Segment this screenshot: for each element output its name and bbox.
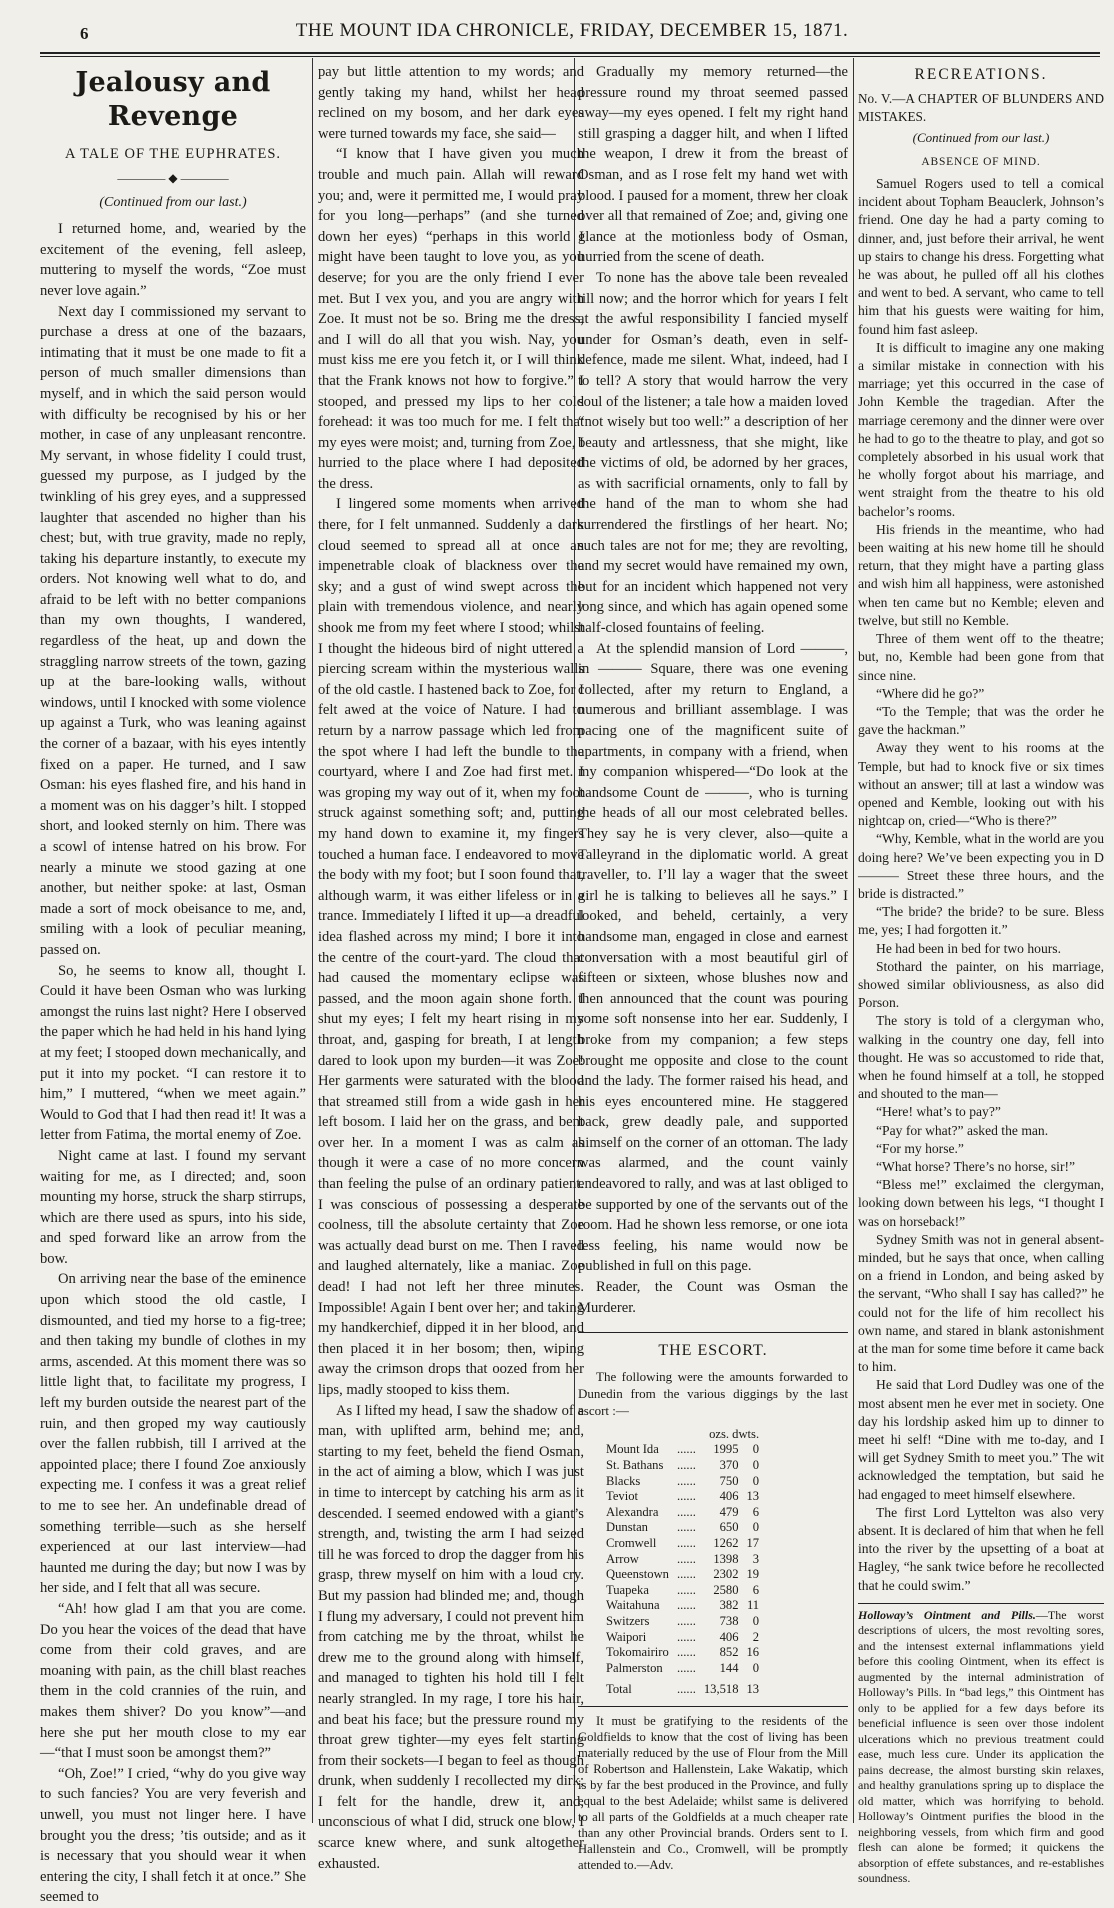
pennyweights: 3 xyxy=(752,1551,760,1566)
leader-dots: ...... xyxy=(676,1442,696,1457)
paragraph: Away they went to his rooms at the Temple, but had to knock five or six times without an answer; till at last a window was opened and Kemble, looking out with his nightcap on, cried—“Who is there?” xyxy=(858,740,1104,829)
table-row xyxy=(602,1598,763,1614)
leader-dots: ...... xyxy=(676,1489,696,1504)
paragraph: The first Lord Lyttelton was also very absent. It is declared of him that when he fell into the river by the upsetting of a boat at Hagley, “he sank twice before he recollected that he could swim.” xyxy=(858,1504,1104,1593)
paragraph: Stothard the painter, on his marriage, showed similar obliviousness, as also did Porson. xyxy=(858,958,1104,1011)
pennyweights: 0 xyxy=(752,1660,760,1675)
pennyweights: 17 xyxy=(746,1535,760,1550)
ounces: 382 xyxy=(719,1598,739,1613)
leader-dots: ...... xyxy=(676,1504,696,1519)
pennyweights: 0 xyxy=(752,1613,760,1628)
paragraph: “Where did he go?” xyxy=(876,685,985,701)
table-row xyxy=(602,1645,763,1661)
table-row xyxy=(602,1474,763,1490)
paragraph: pay but little attention to my words; and gently taking my hand, whilst her head reclined on my bosom, and her dark eyes were turned towards my face, she said— xyxy=(318,64,584,142)
leader-dots: ...... xyxy=(676,1613,696,1628)
escort-title: THE ESCORT. xyxy=(658,1342,768,1360)
column-1 xyxy=(40,62,306,1906)
table-row xyxy=(602,1458,763,1474)
ounces: 852 xyxy=(719,1645,739,1660)
leader-dots: ...... xyxy=(676,1535,696,1550)
place-name: Palmerston xyxy=(606,1660,663,1675)
paragraph: Gradually my memory returned—the pressure round my throat seemed passed away—my eyes opened. I felt my right hand still grasping a dagger hilt, and when I lifted the weapon, I drew it from the breast of Osman, and as I rose felt my hand wet with blood. I paused for a moment, threw her cloak over all that remained of Zoe; and, giving one glance at the motionless body of Osman, hurried from the scene of death. xyxy=(578,64,848,266)
paragraph: “Oh, Zoe!” I cried, “why do you give way to such fancies? You are very feverish and unwell, you must not linger here. I have brought you the dress; ’tis outside; and as it is necessary that you should wear it when entering the city, I shall fetch it at once.” She seemed to xyxy=(40,1765,306,1906)
masthead-title: THE MOUNT IDA CHRONICLE, FRIDAY, DECEMBER 15, 1871. xyxy=(295,20,849,41)
section-heading: ABSENCE OF MIND. xyxy=(921,155,1041,168)
place-name: Tuapeka xyxy=(606,1582,649,1597)
paragraph: “Here! what’s to pay?” xyxy=(876,1104,1001,1120)
ounces: 650 xyxy=(719,1520,739,1535)
ounces: 1262 xyxy=(713,1535,739,1550)
place-name: Tokomairiro xyxy=(606,1645,669,1660)
column-divider xyxy=(312,58,313,1823)
paragraph: At the splendid mansion of Lord ———, in ——— Square, there was one evening collected, after my return to England, a numerous and brilliant assemblage. I was pacing one of the magnificent suite of apartments, in company with a friend, when my companion whispered—“Do look at the handsome Count de ———, who is turning the heads of all our most celebrated belles. They say he is very clever, also—quite a Talleyrand in the diplomatic world. A great traveller, to. I’ll lay a wager that the sweet girl he is talking to believes all he says.” I looked, and beheld, certainly, a very handsome man, engaged in close and earnest conversation with a most beautiful girl of fifteen or sixteen, whose blushes now and then announced that the count was pouring some soft nonsense into her ear. Suddenly, I broke from my companion; a few steps brought me opposite and close to the count and the lady. The former raised his head, and his eyes encountered mine. He staggered back, grew deadly pale, and supported himself on the corner of an ottoman. The lady was alarmed, and the count vainly endeavored to rally, and was at last obliged to be supported by one of the servants out of the room. Had he shown less remorse, or one iota less feeling, his name would now be published in full on this page. xyxy=(578,640,848,1275)
paragraph: Sydney Smith was not in general absent-minded, but he says that once, when calling on a friend in London, and being asked by the servant, “Who shall I say has called?” he could not for the life of him recollect his own name, and stared in blank astonishment at the man for some time before it came back to him. xyxy=(858,1231,1104,1375)
paragraph: “What horse? There’s no horse, sir!” xyxy=(876,1158,1076,1174)
paragraph: To none has the above tale been revealed till now; and the horror which for years I felt at the awful responsibility I fancied myself under for Osman’s death, even in self-defence, made me silent. What, indeed, had I to tell? A story that would harrow the very soul of the listener; a tale how a maiden loved “not wisely but too well:” a description of her beauty and artlessness, that she might, like the victims of old, be adorned by her graces, as with sacrificial ornaments, only to fall by the hand of the man to whom she had surrendered the firstlings of her heart. No; such tales are not for me; they are revolting, and my secret would have remained my own, but for an incident which happened not very long since, and which has again opened some half-closed fountains of feeling. xyxy=(578,269,848,637)
escort-table xyxy=(602,1427,763,1698)
paragraph: “To the Temple; that was the order he gave the hackman.” xyxy=(858,703,1104,738)
ounces: 144 xyxy=(719,1660,739,1675)
pennyweights: 19 xyxy=(746,1567,760,1582)
leader-dots: ...... xyxy=(676,1598,696,1613)
paragraph: Three of them went off to the theatre; but, no, Kemble had been gone from that since nine. xyxy=(858,631,1104,683)
paragraph: The story is told of a clergyman who, walking in the country one day, fell into thought. He was so accustomed to ride that, when he found himself at a toll, he stopped and shouted to the man— xyxy=(858,1013,1104,1102)
pennyweights: 2 xyxy=(752,1629,760,1644)
masthead xyxy=(40,14,1104,54)
place-name: Queenstown xyxy=(606,1567,669,1582)
table-row xyxy=(602,1614,763,1630)
continued-note: (Continued from our last.) xyxy=(99,194,247,210)
page-number: 6 xyxy=(80,24,89,43)
leader-dots: ...... xyxy=(676,1551,696,1566)
paragraph: Next day I commissioned my servant to purchase a dress at one of the bazaars, intimating that it must be one made to fit a person of much smaller dimensions than myself, and in which the said person would with difficulty be recognised by his or her mother, in case of any unpleasant rencontre. My servant, in whose fidelity I could trust, guessed my purpose, as I judged by the twinkling of his grey eyes, and a suppressed laughter that ascended no higher than his chest; but, with true gravity, made no reply, taking his departure instantly, to execute my orders. Not knowing well what to do, and afraid to be left with no better companions than my own thoughts, I wandered, regardless of the heat, up and down the straggling narrow streets of the town, gazing up at the bare-looking walls, without windows, until I knocked with some violence up against a Turk, who was leaning against the corner of a bazaar, with his eyes intently fixed on a paper. He turned, and I saw Osman: his eyes flashed fire, and his hand in a moment was on his dagger’s hilt. I stopped short, and looked sternly on him. There was a scowl of intense hatred on his brow. For nearly a minute we stood gazing at one another, but neither spoke: at last, Osman made a sort of mock obeisance to me, and, smiling with a look of peculiar meaning, passed on. xyxy=(40,303,306,958)
paragraph: I returned home, and, wearied by the excitement of the evening, fell asleep, muttering to myself the words, “Zoe must never love again.” xyxy=(40,221,306,299)
table-row xyxy=(602,1489,763,1505)
place-name: Alexandra xyxy=(606,1504,659,1519)
paragraph: He had been in bed for two hours. xyxy=(876,940,1061,956)
table-row xyxy=(602,1583,763,1599)
ounces: 406 xyxy=(719,1629,739,1644)
holloway-advert xyxy=(858,1608,1104,1887)
place-name: Arrow xyxy=(606,1551,639,1566)
paragraph: It is difficult to imagine any one making a similar mistake in connection with his marriage; yet this occurred in the case of John Kemble the tragedian. After the marriage ceremony and the dinner were over he had to go to the theatre to play, and got so completely absorbed in his usual work that he wholly forgot about his marriage, and went straight from the theatre to his old bachelor’s rooms. xyxy=(858,339,1104,519)
paragraph: “Ah! how glad I am that you are come. Do you hear the voices of the dead that have come from their cold graves, and are moaning with pain, as the chill blast reaches them in the cold crannies of the ruin, and makes them shiver? Do you know”—and here she put her mouth close to my ear—“that I must soon be amongst them?” xyxy=(40,1600,306,1762)
place-name: Mount Ida xyxy=(606,1442,659,1457)
place-name: St. Bathans xyxy=(606,1458,664,1472)
place-name: Cromwell xyxy=(606,1535,657,1550)
paragraph: He said that Lord Dudley was one of the most absent men he ever met in society. One day his lordship asked him up to dinner to meet hi self! “Dine with me to-day, and I will get Sydney Smith to meet you.” The wit acknowledged the temptation, but said he had engaged to meet himself elsewhere. xyxy=(858,1377,1104,1502)
table-header xyxy=(602,1427,763,1443)
place-name: Teviot xyxy=(606,1489,638,1504)
place-name: Dunstan xyxy=(606,1520,648,1535)
paragraph: “Bless me!” exclaimed the clergyman, looking down between his legs, “I thought I was on horseback!” xyxy=(858,1177,1104,1229)
leader-dots: ...... xyxy=(676,1520,696,1535)
pennyweights: 11 xyxy=(746,1598,760,1613)
pennyweights: 16 xyxy=(746,1645,760,1660)
paragraph: “Why, Kemble, what in the world are you doing here? We’ve been expecting you in D——— Street these three hours, and the bride is distracted.” xyxy=(858,831,1104,901)
pennyweights: 0 xyxy=(752,1442,760,1457)
column-2 xyxy=(318,62,584,1872)
paragraph: Samuel Rogers used to tell a comical incident about Topham Beauclerk, Johnson’s friend. One day he had a party coming to dinner, and, just before their arrival, he went up stairs to change his dress. Forgetting what he was about, he pulled off all his clothes and went to bed. A servant, who came to tell him that his guests were waiting for him, found him fast asleep. xyxy=(858,176,1104,337)
paragraph: Night came at last. I found my servant waiting for me, as I directed; and, soon mounting my horse, struck the sharp stirrups, which are there used as spurs, into his side, and sped forward like an arrow from the bow. xyxy=(40,1147,306,1267)
ounces: 479 xyxy=(719,1504,739,1519)
continued-note: (Continued from our last.) xyxy=(912,129,1050,145)
ounces: 1398 xyxy=(713,1551,739,1566)
leader-dots: ...... xyxy=(676,1567,696,1582)
table-row xyxy=(602,1630,763,1646)
ounces: 370 xyxy=(719,1458,739,1472)
advert-title: Holloway’s Ointment and Pills. xyxy=(858,1607,1036,1622)
column-4 xyxy=(858,62,1104,1886)
masthead-rule xyxy=(40,52,1100,57)
recreations-body xyxy=(858,175,1104,1595)
place-name: Waitahuna xyxy=(606,1598,660,1613)
ounces: 406 xyxy=(719,1489,739,1504)
table-row xyxy=(602,1661,763,1677)
paragraph: “For my horse.” xyxy=(876,1140,964,1156)
place-name: Blacks xyxy=(606,1473,641,1488)
advert-body: —The worst descriptions of ulcers, the most revolting sores, and the intensest external inflammations yield before this cooling Ointment, when its effect is augmented by the internal administration of Holloway’s Pills. In “bad legs,” this Ointment has only to be applied for a few days before its beneficial influence is seen over those indolent ulcerations which no previous treatment could ease, much less cure. Under its application the pains decrease, the almost bursting skin relaxes, and healthy granulations spring up to displace the old matter, which was horrifying to behold. Holloway’s Ointment purifies the blood in the neighboring vessels, from which firm and good flesh can alone be formed; it quickens the absorption of effete substances, and re-establishes soundness. xyxy=(858,1607,1104,1886)
table-row xyxy=(602,1536,763,1552)
leader-dots: ...... xyxy=(676,1458,696,1472)
story-subtitle: A TALE OF THE EUPHRATES. xyxy=(64,146,282,162)
escort-intro: The following were the amounts forwarded to Dunedin from the various diggings by the last escort :— xyxy=(578,1368,848,1418)
ounces: 750 xyxy=(719,1473,739,1488)
units-header: ozs. dwts. xyxy=(709,1426,760,1441)
paragraph: As I lifted my head, I saw the shadow of a man, with uplifted arm, behind me; and, starting to my feet, beheld the fiend Osman, in the act of aiming a blow, which I was just in time to intercept by catching his arm as it descended. I seemed endowed with a giant’s strength, and, twisting the arm I had seized till he was forced to drop the dagger from his grasp, threw myself on him with a loud cry. But my passion had blinded me; and, though I flung my adversary, I could not prevent him from catching me by the throat, whilst he drew me to the ground along with himself, and managed to tighten his hold till I felt nearly strangled. In my rage, I tore his hair, and beat his face; but the pressure round my throat grew tighter—my eyes felt starting from their sockets—I began to feel as though drunk, when suddenly I recollected my dirk; I felt for the handle, drew it, and, unconscious of what I did, struck one blow, I scarce knew where, and sunk altogether exhausted. xyxy=(318,1402,584,1872)
pennyweights: 0 xyxy=(752,1473,760,1488)
section-rule xyxy=(578,1332,848,1333)
total-oz: 13,518 xyxy=(703,1682,739,1697)
ounces: 2580 xyxy=(713,1582,739,1597)
table-row xyxy=(602,1567,763,1583)
leader-dots: ...... xyxy=(676,1473,696,1488)
table-row xyxy=(602,1505,763,1521)
paragraph: “I know that I have given you much trouble and much pain. Allah will reward you; and, were it permitted me, I would pray for you long—perhaps” (and she turned down her eyes) “perhaps in this world I might have been taught to love you, as you deserve; for you are the only friend I ever met. But I vex you, and you are angry with Zoe. It must not be so. Bring me the dress, and I will do all that you wish. Nay, you must kiss me ere you fetch it, or I will think that the Frank knows not how to forgive.” I stooped, and pressed my lips to her cold forehead: it was too much for me. I felt that my eyes were moist; and, turning from Zoe, I hurried to the place where I had deposited the dress. xyxy=(318,146,584,492)
paragraph: Reader, the Count was Osman the Murderer. xyxy=(578,1279,848,1316)
paragraph: “Pay for what?” asked the man. xyxy=(876,1122,1049,1138)
leader-dots: ...... xyxy=(676,1629,696,1644)
leader-dots: ...... xyxy=(676,1645,696,1660)
column-3 xyxy=(578,62,848,1872)
paragraph: His friends in the meantime, who had been waiting at his new home till he should return, that they might have a parting glass and wish him all happiness, were astonished when ten came but no Kemble; eleven and twelve, but still no Kemble. xyxy=(858,521,1104,628)
recreations-title: RECREATIONS. xyxy=(914,66,1048,83)
pennyweights: 0 xyxy=(752,1458,760,1472)
place-name: Switzers xyxy=(606,1613,650,1628)
total-label: Total xyxy=(606,1682,632,1697)
paragraph: “The bride? the bride? to be sure. Bless me, yes; I had forgotten it.” xyxy=(858,904,1104,938)
total-row: Total ...... 13,518 13 xyxy=(602,1676,763,1698)
table-row xyxy=(602,1552,763,1568)
table-row xyxy=(602,1442,763,1458)
ornament-divider: ———— ◆ ———— xyxy=(117,170,229,185)
section-rule xyxy=(578,1706,848,1707)
story-title: Jealousy and Revenge xyxy=(75,67,271,132)
ounces: 1995 xyxy=(713,1442,739,1457)
pennyweights: 6 xyxy=(752,1504,760,1519)
column-divider xyxy=(853,58,854,1823)
chapter-heading: No. V.—A CHAPTER OF BLUNDERS AND MISTAKES. xyxy=(858,91,1104,125)
pennyweights: 6 xyxy=(752,1582,760,1597)
table-row xyxy=(602,1520,763,1536)
paragraph: On arriving near the base of the eminence upon which stood the old castle, I dismounted, and tied my horse to a fig-tree; and then taking my bundle of clothes in my arms, ascended. At this moment there was so little light that, to facilitate my progress, I left my burden outside the nearest part of the ruin, and then groped my way cautiously over the fallen rubbish, till I arrived at the appointed place; there I found Zoe anxiously expecting me. I confess it was a great relief to me to see her. An undefinable dread of something terrible—such as she herself experienced at our last interview—had haunted me during the day; but now I was by her side, and I felt that all was secure. xyxy=(40,1271,306,1597)
ounces: 2302 xyxy=(713,1567,739,1582)
pennyweights: 0 xyxy=(752,1520,760,1535)
section-rule xyxy=(858,1603,1104,1604)
paragraph: I lingered some moments when arrived there, for I felt unmanned. Suddenly a dark cloud seemed to spread all at once an impenetrable cloak of blackness over the sky; and a gust of wind swept across the plain with tremendous violence, and nearly shook me from my feet where I stood; whilst I thought the hideous bird of night uttered a piercing scream within the mysterious walls of the old castle. I hastened back to Zoe, for I felt awed at the voice of Nature. I had to return by a narrow passage which led from the spot where I had left the bundle to the courtyard, where I and Zoe had first met. I was groping my way out of it, when my foot struck against something soft; and, putting my hand down to examine it, my fingers touched a human face. I endeavored to move the body with my foot; but I soon found that, although warm, it was either lifeless or in a trance. Immediately I lifted it up—a dreadful idea flashed across my mind; I bore it into the centre of the court-yard. The cloud that had caused the momentary eclipse was passed, and the moon again shone forth. I shut my eyes; I felt my heart rising in my throat, and, gasping for breath, I at length dared to look upon my burden—it was Zoe! Her garments were saturated with the blood that streamed still from a wide gash in her left bosom. I laid her on the grass, and bent over her. In a moment I was as calm as though it were a case of no more concern than feeling the pulse of an ordinary patient. I was conscious of possessing a desperate coolness, till the absolute certainty that Zoe was actually dead burst on me. Then I raved and laughed alternately, like a maniac. Zoe dead! I had not left her three minutes. Impossible! Again I bent over her; and taking my handkerchief, dipped it in her blood, and then placed it in her bosom; then, wiping away the crimson drops that oozed from her lips, madly stooped to kiss them. xyxy=(318,496,584,1398)
ounces: 738 xyxy=(719,1613,739,1628)
leader-dots: ...... xyxy=(676,1660,696,1675)
place-name: Waipori xyxy=(606,1629,647,1644)
leader-dots: ...... xyxy=(676,1582,696,1597)
total-dwt: 13 xyxy=(746,1682,760,1697)
pennyweights: 13 xyxy=(746,1489,760,1504)
paragraph: So, he seems to know all, thought I. Could it have been Osman who was lurking amongst the ruins last night? Here I observed the paper which he had held in his hand lying at my feet; I stooped down mechanically, and put it into my pocket. “I can restore it to him,” I muttered, “when we meet again.” Would to God that I had then read it! It was a letter from Fatima, the mortal enemy of Zoe. xyxy=(40,962,306,1144)
flour-advert: It must be gratifying to the residents of the Goldfields to know that the cost of living has been materially reduced by the use of Flour from the Mill of Robertson and Hallenstein, Lake Wakatip, which is by far the best produced in the Province, and fully equal to the best Adelaide; whilst same is delivered to all parts of the Goldfields at a much cheaper rate than any other Provincial brands. Orders sent to I. Hallenstein and Co., Cromwell, will be promptly attended to.—Adv. xyxy=(578,1713,848,1872)
